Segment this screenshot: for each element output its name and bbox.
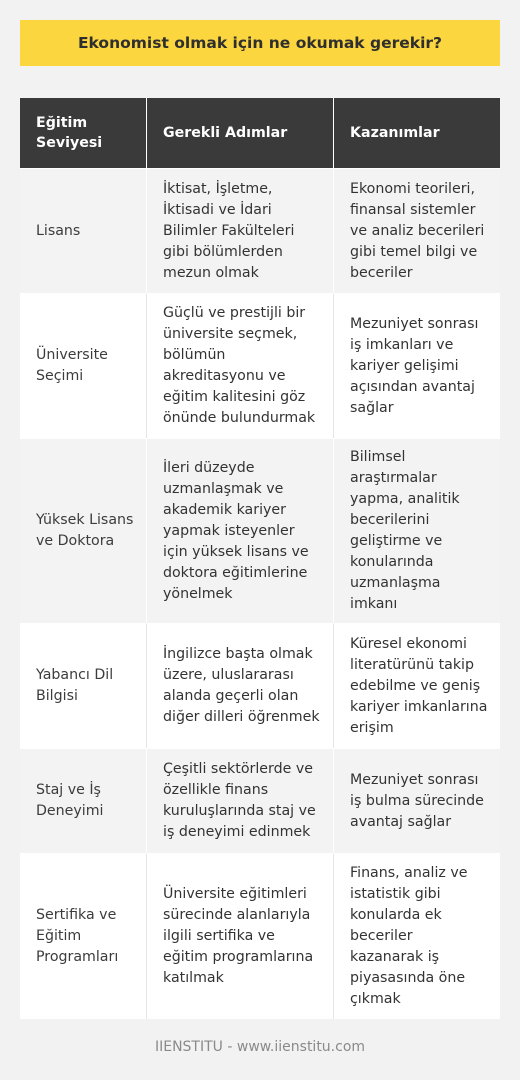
page-title: Ekonomist olmak için ne okumak gerekir?: [77, 34, 443, 52]
table-row: [20, 748, 500, 853]
table-row: [20, 293, 500, 438]
cell-gains: Mezuniyet sonrası iş imkanları ve kariyer gelişimi açısından avantaj sağlar: [334, 293, 500, 438]
cell-gains: Bilimsel araştırmalar yapma, analitik becerilerini geliştirme ve konularında uzmanlaşma imkanı: [334, 438, 500, 623]
cell-steps: Üniversite eğitimleri sürecinde alanlarıyla ilgili sertifika ve eğitim programlarına katılmak: [147, 853, 334, 1019]
table-header: [20, 98, 500, 168]
cell-steps: Çeşitli sektörlerde ve özellikle finans kuruluşlarında staj ve iş deneyimi edinmek: [147, 748, 334, 853]
education-table: [20, 98, 500, 1019]
table-row: [20, 438, 500, 623]
cell-level: Sertifika ve Eğitim Programları: [20, 853, 147, 1019]
table-body: [20, 168, 500, 1019]
footer-credit: IIENSTITU - www.iienstitu.com: [154, 1039, 366, 1055]
cell-level: Yüksek Lisans ve Doktora: [20, 438, 147, 623]
cell-steps: İktisat, İşletme, İktisadi ve İdari Bilimler Fakülteleri gibi bölümlerden mezun olmak: [147, 168, 334, 293]
column-header-gains: Kazanımlar: [334, 98, 500, 168]
cell-gains: Mezuniyet sonrası iş bulma sürecinde avantaj sağlar: [334, 748, 500, 853]
cell-level: Staj ve İş Deneyimi: [20, 748, 147, 853]
cell-level: Üniversite Seçimi: [20, 293, 147, 438]
cell-level: Lisans: [20, 168, 147, 293]
cell-gains: Ekonomi teorileri, finansal sistemler ve analiz becerileri gibi temel bilgi ve beceriler: [334, 168, 500, 293]
table-row: [20, 853, 500, 1019]
cell-steps: Güçlü ve prestijli bir üniversite seçmek, bölümün akreditasyonu ve eğitim kalitesini göz önünde bulundurmak: [147, 293, 334, 438]
cell-level: Yabancı Dil Bilgisi: [20, 623, 147, 748]
column-header-steps: Gerekli Adımlar: [147, 98, 334, 168]
education-table-container: [20, 98, 500, 1019]
table-header-row: [20, 98, 500, 168]
table-row: [20, 168, 500, 293]
cell-steps: İngilizce başta olmak üzere, uluslararası alanda geçerli olan diğer dilleri öğrenmek: [147, 623, 334, 748]
page-title-banner: [20, 20, 500, 66]
cell-steps: İleri düzeyde uzmanlaşmak ve akademik kariyer yapmak isteyenler için yüksek lisans ve doktora eğitimlerine yönelmek: [147, 438, 334, 623]
cell-gains: Küresel ekonomi literatürünü takip edebilme ve geniş kariyer imkanlarına erişim: [334, 623, 500, 748]
table-row: [20, 623, 500, 748]
column-header-level: Eğitim Seviyesi: [20, 98, 147, 168]
cell-gains: Finans, analiz ve istatistik gibi konularda ek beceriler kazanarak iş piyasasında öne çıkmak: [334, 853, 500, 1019]
